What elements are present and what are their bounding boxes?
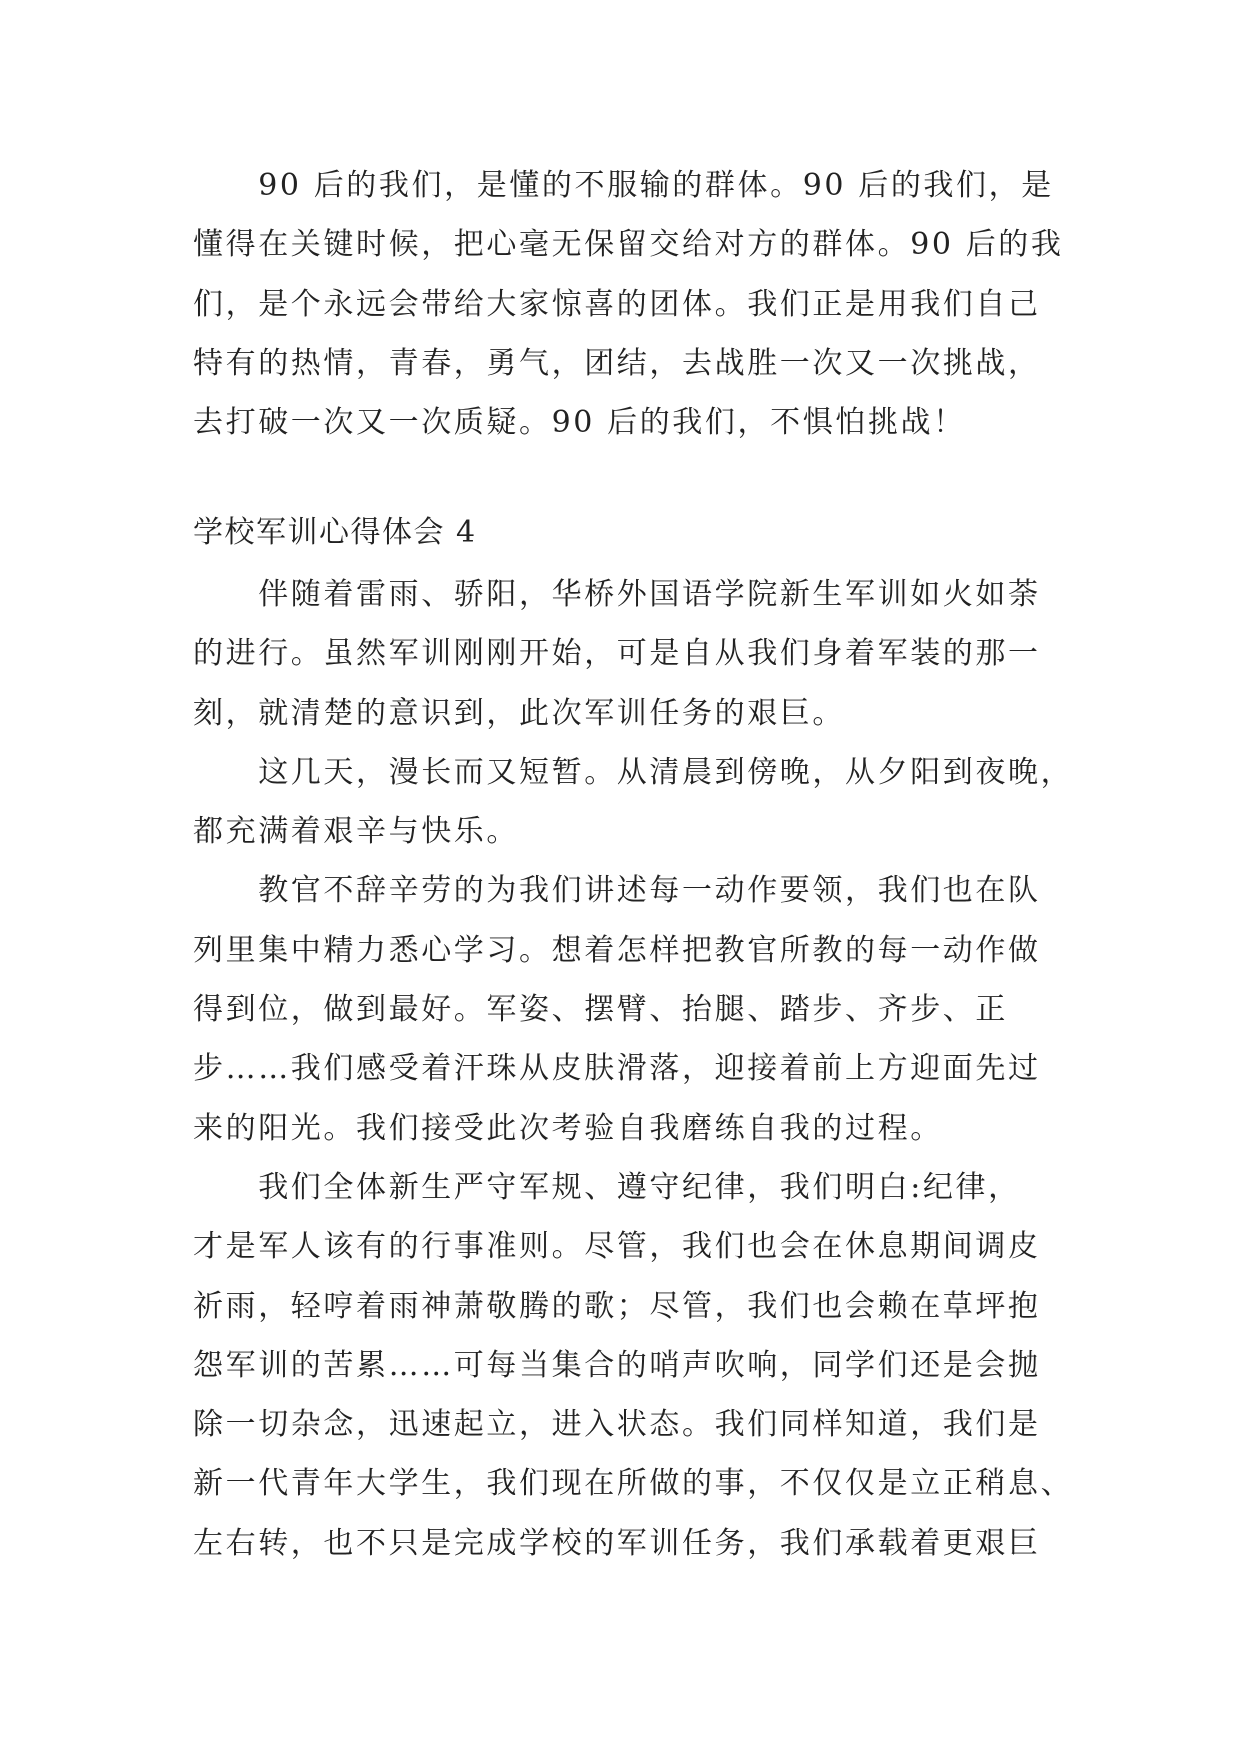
text-line: 来的阳光。我们接受此次考验自我磨练自我的过程。 [193, 1110, 943, 1146]
text-line: 左右转，也不只是完成学校的军训任务，我们承载着更艰巨 [193, 1525, 1041, 1561]
text-line: 懂得在关键时候，把心毫无保留交给对方的群体。90 后的我 [193, 227, 1064, 263]
text-line: 们，是个永远会带给大家惊喜的团体。我们正是用我们自己 [193, 286, 1041, 322]
text-line: 90 后的我们，是懂的不服输的群体。90 后的我们，是 [193, 168, 1054, 203]
section-heading: 学校军训心得体会 4 [193, 515, 477, 550]
text-line: 刻，就清楚的意识到，此次军训任务的艰巨。 [193, 695, 845, 731]
text-line: 祈雨，轻哼着雨神萧敬腾的歌；尽管，我们也会赖在草坪抱 [193, 1288, 1041, 1324]
text-line: 才是军人该有的行事准则。尽管，我们也会在休息期间调皮 [193, 1229, 1041, 1265]
text-line: 这几天，漫长而又短暂。从清晨到傍晚，从夕阳到夜晚， [193, 754, 1074, 790]
text-line: 去打破一次又一次质疑。90 后的我们，不惧怕挑战！ [193, 405, 966, 441]
text-line: 的进行。虽然军训刚刚开始，可是自从我们身着军装的那一 [193, 636, 1041, 672]
text-line: 得到位，做到最好。军姿、摆臂、抬腿、踏步、齐步、正 [193, 992, 1008, 1028]
text-line: 都充满着艰辛与快乐。 [193, 814, 519, 850]
text-line: 伴随着雷雨、骄阳，华桥外国语学院新生军训如火如荼 [193, 577, 1041, 612]
text-line: 列里集中精力悉心学习。想着怎样把教官所教的每一动作做 [193, 932, 1041, 968]
text-line: 怨军训的苦累……可每当集合的哨声吹响，同学们还是会抛 [193, 1347, 1041, 1383]
body-paragraphs [193, 565, 1074, 1573]
text-line: 我们全体新生严守军规、遵守纪律，我们明白:纪律， [193, 1169, 1021, 1205]
text-line: 新一代青年大学生，我们现在所做的事，不仅仅是立正稍息、 [193, 1466, 1074, 1502]
text-line: 特有的热情，青春，勇气，团结，去战胜一次又一次挑战， [193, 345, 1041, 381]
text-line: 除一切杂念，迅速起立，进入状态。我们同样知道，我们是 [193, 1407, 1041, 1443]
text-line: 步……我们感受着汗珠从皮肤滑落，迎接着前上方迎面先过 [193, 1051, 1041, 1087]
text-line: 教官不辞辛劳的为我们讲述每一动作要领，我们也在队 [193, 873, 1041, 909]
intro-paragraph [193, 156, 1064, 452]
